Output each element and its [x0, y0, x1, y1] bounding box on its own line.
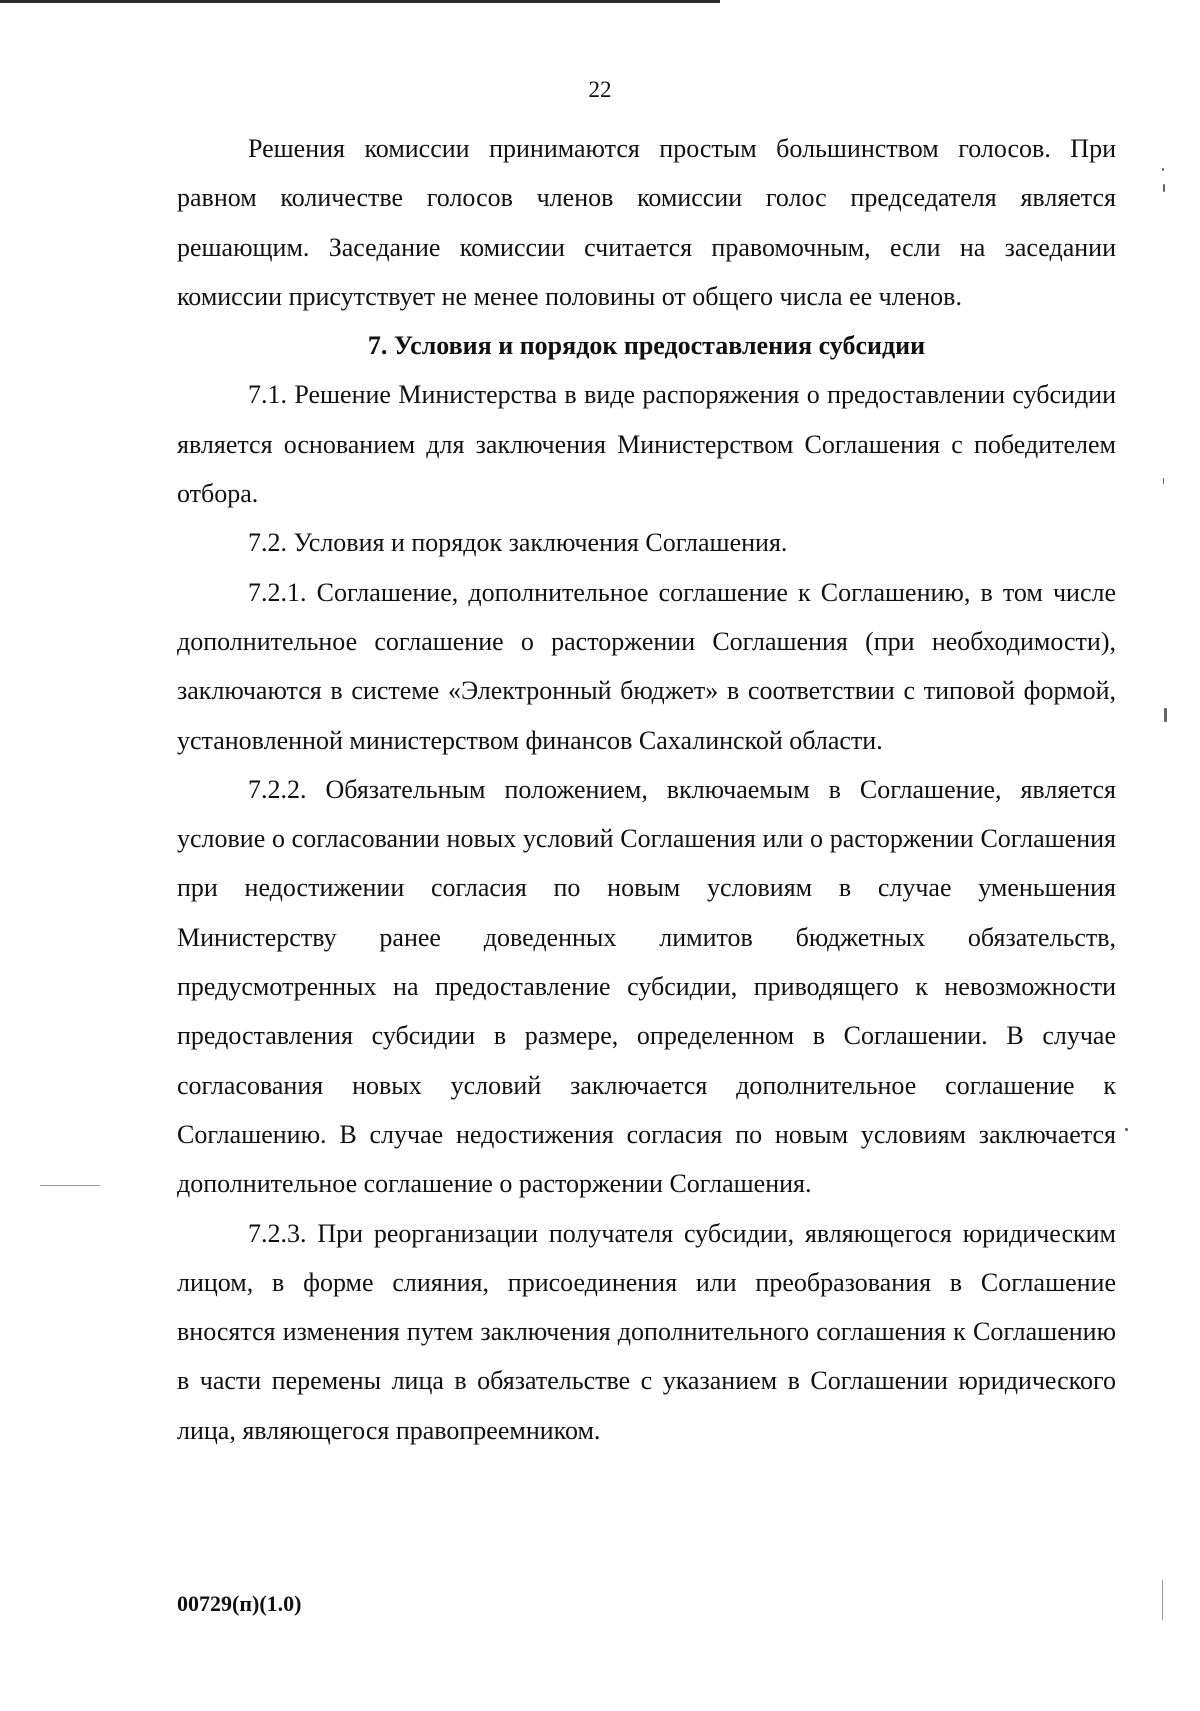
page-number: 22 [588, 77, 612, 102]
paragraph-commission-decisions: Решения комиссии принимаются простым большинством голосов. При равном количестве голосов членов комиссии голос председателя является решающим. Заседание комиссии считается правомочным, если на заседании комиссии присутствует не менее половины от общего числа ее членов. [177, 134, 1116, 311]
scan-edge-line [0, 0, 720, 3]
scan-speck [1163, 478, 1164, 484]
scan-speck [40, 1185, 100, 1186]
paragraph-7-2: 7.2. Условия и порядок заключения Соглашения. [248, 528, 788, 558]
paragraph-7-2-3: 7.2.3. При реорганизации получателя субсидии, являющегося юридическим лицом, в форме слияния, присоединения или преобразования в Соглашение вносятся изменения путем заключения дополнительного соглашения к Соглашению в части перемены лица в обязательстве с указанием в Соглашении юридического лица, являющегося правопреемником. [177, 1218, 1116, 1445]
scan-speck [1162, 1580, 1163, 1620]
scan-speck [1162, 168, 1164, 171]
paragraph-7-1: 7.1. Решение Министерства в виде распоряжения о предоставлении субсидии является основанием для заключения Министерством Соглашения с победителем отбора. [177, 380, 1116, 509]
document-body [177, 124, 1116, 1455]
scan-speck [1163, 184, 1165, 192]
scan-speck [1125, 1128, 1128, 1131]
document-code: 00729(п)(1.0) [177, 1591, 302, 1616]
paragraph-7-2-2: 7.2.2. Обязательным положением, включаемым в Соглашение, является условие о согласовании новых условий Соглашения или о расторжении Соглашения при недостижении согласия по новым условиям в случае уменьшения Министерству ранее доведенных лимитов бюджетных обязательств, предусмотренных на предоставление субсидии, приводящего к невозможности предоставления субсидии в размере, определенном в Соглашении. В случае согласования новых условий заключается дополнительное соглашение к Соглашению. В случае недостижения согласия по новым условиям заключается дополнительное соглашение о расторжении Соглашения. [177, 774, 1116, 1199]
paragraph-7-2-1: 7.2.1. Соглашение, дополнительное соглашение к Соглашению, в том числе дополнительное соглашение о расторжении Соглашения (при необходимости), заключаются в системе «Электронный бюджет» в соответствии с типовой формой, установленной министерством финансов Сахалинской области. [177, 577, 1116, 755]
scan-speck [1164, 708, 1167, 722]
section-heading: 7. Условия и порядок предоставления субсидии [367, 331, 926, 361]
